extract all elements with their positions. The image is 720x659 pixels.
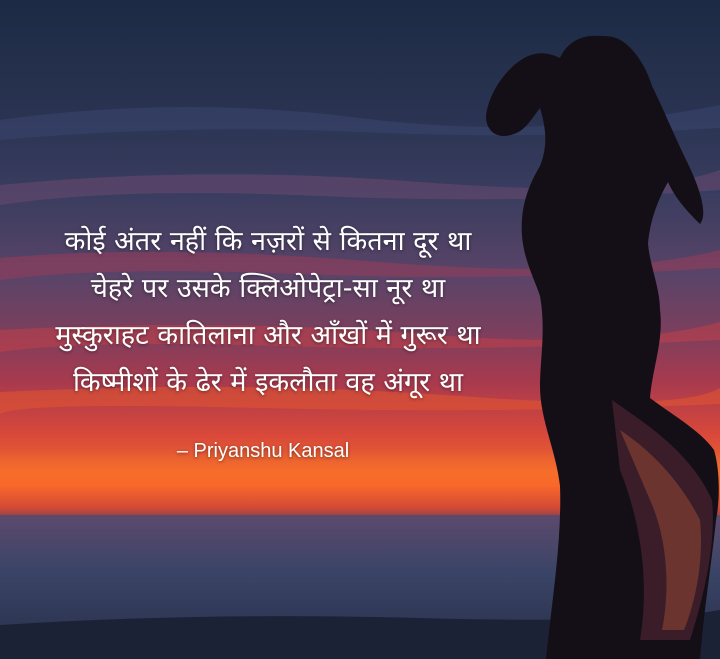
author-credit: – Priyanshu Kansal bbox=[176, 440, 350, 462]
poem-text bbox=[18, 218, 518, 406]
poem-line-1: कोई अंतर नहीं कि नज़रों से कितना दूर था bbox=[64, 226, 472, 257]
poem-line-4: किष्मीशों के ढेर में इकलौता वह अंगूर था bbox=[72, 367, 464, 398]
poem-line-2: चेहरे पर उसके क्लिओपेट्रा-सा नूर था bbox=[90, 273, 446, 304]
poem-line-3: मुस्कुराहट कातिलाना और आँखों में गुरूर था bbox=[55, 320, 481, 351]
